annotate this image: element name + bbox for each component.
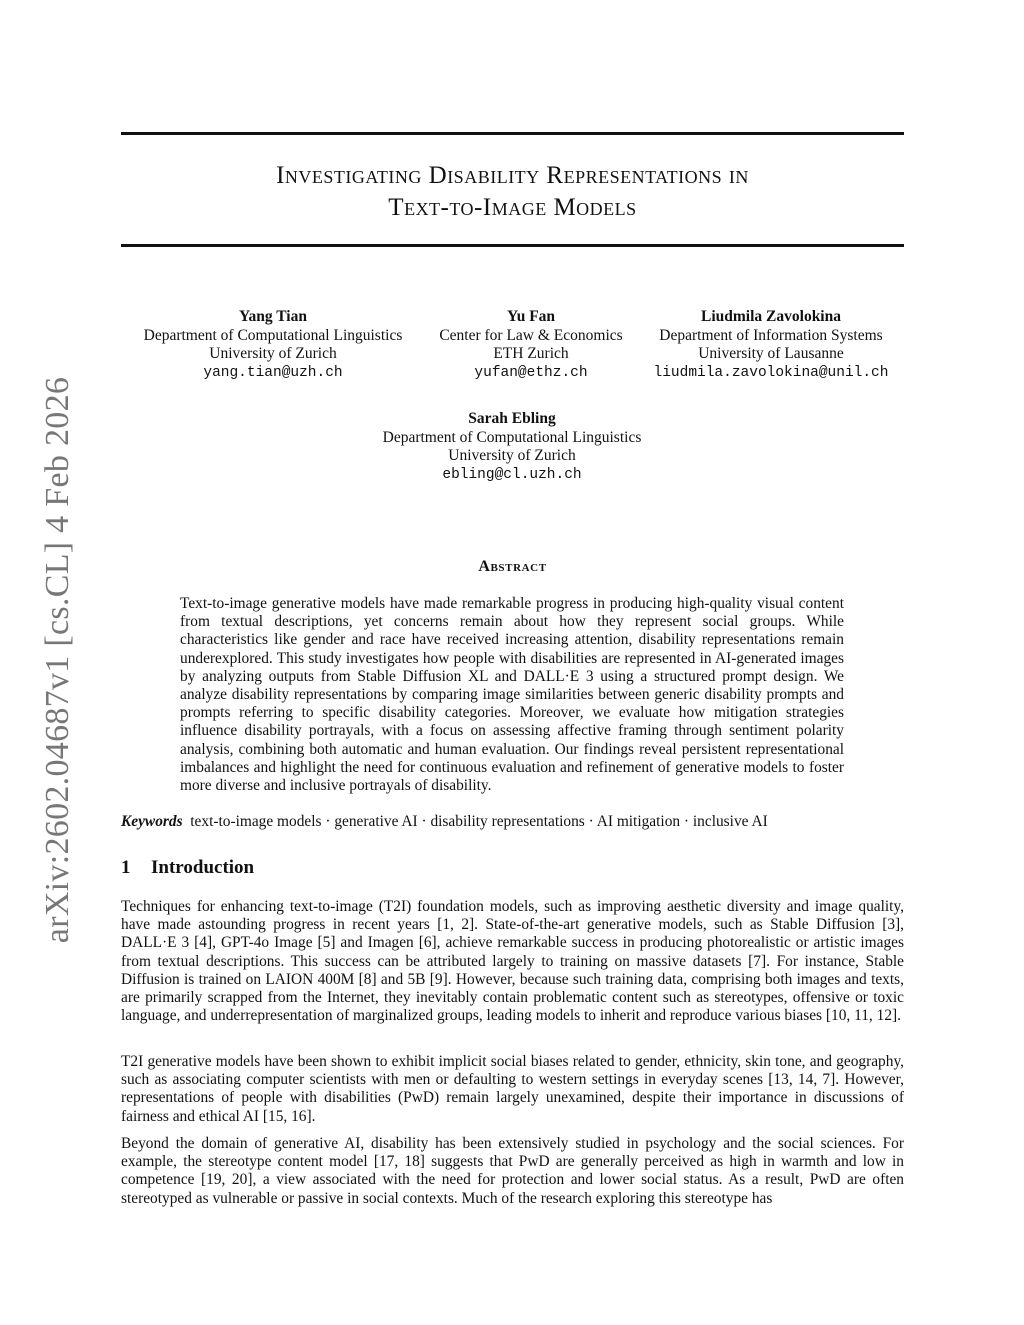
author-department: Center for Law & Economics [439, 326, 623, 344]
body-paragraph: Techniques for enhancing text-to-image (T2I) foundation models, such as improving aesthetic diversity and image quality, have made astounding progress in recent years [1, 2]. State-of-the-art generative models, such as Stable Diffusion [3], DALL·E 3 [4], GPT-4o Image [5] and Imagen [6], achieve remarkable success in producing photorealistic or artistic images from textual descriptions. This success can be attributed largely to training on massive datasets [7]. For instance, Stable Diffusion is trained on LAION 400M [8] and 5B [9]. However, because such training data, comprising both images and texts, are primarily scrapped from the Internet, they inevitably contain problematic content such as stereotypes, offensive or toxic language, and underrepresentation of marginalized groups, leading models to inherit and reproduce various biases [10, 11, 12]. [121, 898, 904, 1025]
author-block [654, 308, 889, 382]
abstract-heading: Abstract [478, 558, 547, 575]
abstract-text: Text-to-image generative models have made remarkable progress in producing high-quality visual content from textual descriptions, yet concerns remain about how they represent social groups. While characteristics like gender and race have received increasing attention, disability representations remain underexplored. This study investigates how people with disabilities are represented in AI-generated images by analyzing outputs from Stable Diffusion XL and DALL·E 3 using a structured prompt design. We analyze disability representations by comparing image similarities between generic disability prompts and prompts referring to specific disability categories. Moreover, we evaluate how mitigation strategies influence disability portrayals, with a focus on assessing affective framing through sentiment polarity analysis, combining both automatic and human evaluation. Our findings reveal persistent representational imbalances and highlight the need for continuous evaluation and refinement of generative models to foster more diverse and inclusive portrayals of disability. [180, 595, 844, 795]
author-block [439, 308, 622, 382]
keywords-label: Keywords [121, 813, 183, 830]
keywords-text: text-to-image models · generative AI · disability representations · AI mitigation · inclusive AI [190, 813, 768, 830]
author-department: Department of Information Systems [659, 326, 883, 344]
body-paragraph: Beyond the domain of generative AI, disability has been extensively studied in psychology and the social sciences. For example, the stereotype content model [17, 18] suggests that PwD are generally perceived as high in warmth and low in competence [19, 20], a view associated with the need for protection and lower social status. As a result, PwD are often stereotyped as vulnerable or passive in social contexts. Much of the research exploring this stereotype has [121, 1135, 904, 1207]
title-line-1: Investigating Disability Representations in [276, 162, 749, 189]
author-email[interactable]: liudmila.zavolokina@unil.ch [653, 364, 889, 381]
section-number: 1 [121, 857, 131, 878]
author-email[interactable]: ebling@cl.uzh.ch [442, 466, 582, 483]
author-affiliation: University of Zurich [209, 345, 337, 362]
arxiv-stamp: arXiv:2602.04687v1 [cs.CL] 4 Feb 2026 [39, 376, 76, 944]
author-name: Yang Tian [239, 308, 307, 325]
section-heading [121, 857, 254, 879]
author-email[interactable]: yang.tian@uzh.ch [203, 364, 343, 381]
body-paragraph: T2I generative models have been shown to exhibit implicit social biases related to gender, ethnicity, skin tone, and geography, such as associating computer scientists with men or defaulting to western settings in everyday scenes [13, 14, 7]. However, representations of people with disabilities (PwD) remain largely unexamined, despite their importance in discussions of fairness and ethical AI [15, 16]. [121, 1053, 904, 1125]
author-name: Sarah Ebling [468, 410, 556, 427]
author-block [144, 308, 403, 382]
author-department: Department of Computational Linguistics [143, 326, 403, 344]
title-bottom-rule [121, 244, 904, 247]
keywords [121, 813, 904, 831]
author-name: Liudmila Zavolokina [701, 308, 841, 325]
title-line-2: Text-to-Image Models [388, 194, 637, 221]
title-top-rule [121, 132, 904, 135]
section-title: Introduction [151, 857, 255, 878]
author-affiliation: University of Lausanne [698, 345, 844, 362]
author-affiliation: University of Zurich [448, 447, 576, 464]
paper-title [121, 160, 904, 224]
author-department: Department of Computational Linguistics [382, 428, 642, 446]
author-affiliation: ETH Zurich [493, 345, 569, 362]
author-block [383, 410, 642, 484]
author-email[interactable]: yufan@ethz.ch [474, 364, 588, 381]
author-name: Yu Fan [506, 308, 556, 325]
